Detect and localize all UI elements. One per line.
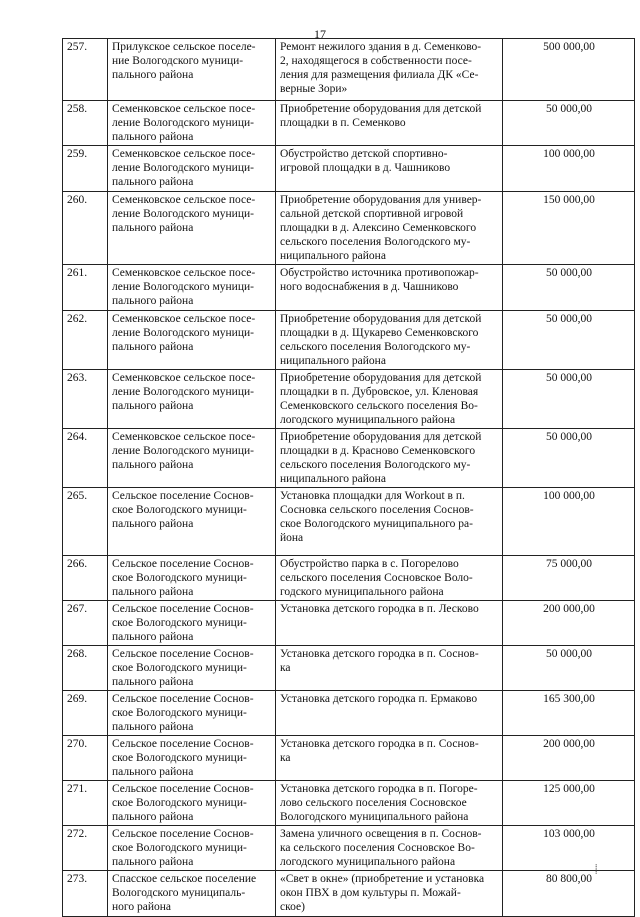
row-number: 271.: [63, 781, 108, 826]
municipality-line: пального района: [112, 459, 194, 471]
table-row: [63, 826, 635, 871]
amount-cell: 50 000,00: [503, 265, 635, 311]
municipality-line: Сельское поселение Соснов-: [112, 490, 254, 502]
amount-cell: 50 000,00: [503, 311, 635, 370]
description-line: игровой площадки в д. Чашниково: [280, 162, 451, 174]
municipality-cell: [108, 146, 276, 192]
municipality-line: ление Вологодского муници-: [112, 281, 254, 293]
municipality-cell: [108, 429, 276, 488]
municipality-line: Сельское поселение Соснов-: [112, 693, 254, 705]
row-number: 258.: [63, 101, 108, 146]
amount-cell: 200 000,00: [503, 736, 635, 781]
row-number: 257.: [63, 39, 108, 101]
table-row: [63, 781, 635, 826]
description-line: сельского поселения Вологодского му-: [280, 459, 471, 471]
description-line: ниципального района: [280, 473, 386, 485]
description-line: ления для размещения филиала ДК «Се-: [280, 69, 479, 81]
description-line: площадки в д. Красново Семенковского: [280, 445, 476, 457]
description-line: Сосновка сельского поселения Соснов-: [280, 504, 474, 516]
description-line: Установка детского городка в п. Лесково: [280, 603, 479, 615]
row-number: 265.: [63, 488, 108, 556]
row-number: 261.: [63, 265, 108, 311]
amount-cell: 165 300,00: [503, 691, 635, 736]
description-line: 2, находящегося в собственности посе-: [280, 55, 472, 67]
amount-cell: 80 800,00: [503, 871, 635, 917]
municipality-cell: [108, 39, 276, 101]
municipality-line: ское Вологодского муници-: [112, 572, 247, 584]
description-line: логодского муниципального района: [280, 856, 456, 868]
description-line: ниципального района: [280, 355, 386, 367]
description-cell: [276, 826, 503, 871]
description-line: ка: [280, 662, 291, 674]
row-number: 262.: [63, 311, 108, 370]
amount-cell: 50 000,00: [503, 646, 635, 691]
municipality-line: пального района: [112, 295, 194, 307]
description-line: Установка площадки для Workout в п.: [280, 490, 465, 502]
amount-cell: 50 000,00: [503, 370, 635, 429]
description-cell: [276, 736, 503, 781]
amount-cell: 100 000,00: [503, 146, 635, 192]
scan-marks: ⸽: [595, 864, 598, 874]
description-line: Приобретение оборудования для детской: [280, 313, 482, 325]
table-row: [63, 101, 635, 146]
row-number: 259.: [63, 146, 108, 192]
amount-cell: 50 000,00: [503, 429, 635, 488]
municipality-cell: [108, 488, 276, 556]
description-cell: [276, 311, 503, 370]
municipality-line: пального района: [112, 518, 194, 530]
description-line: Обустройство источника противопожар-: [280, 267, 479, 279]
description-line: годского муниципального района: [280, 586, 444, 598]
description-cell: [276, 488, 503, 556]
description-line: сельского поселения Вологодского му-: [280, 341, 471, 353]
description-cell: [276, 192, 503, 265]
table-row: [63, 311, 635, 370]
table-row: [63, 429, 635, 488]
municipality-line: ское Вологодского муници-: [112, 752, 247, 764]
description-cell: [276, 646, 503, 691]
municipality-line: пального района: [112, 586, 194, 598]
municipality-cell: [108, 781, 276, 826]
description-line: Установка детского городка п. Ермаково: [280, 693, 478, 705]
municipality-line: ское Вологодского муници-: [112, 842, 247, 854]
description-line: лово сельского поселения Сосновское: [280, 797, 467, 809]
municipality-cell: [108, 871, 276, 917]
municipality-line: ление Вологодского муници-: [112, 327, 254, 339]
table-row: [63, 192, 635, 265]
row-number: 260.: [63, 192, 108, 265]
description-line: площадки в п. Дубровское, ул. Кленовая: [280, 386, 479, 398]
description-cell: [276, 871, 503, 917]
amount-cell: 150 000,00: [503, 192, 635, 265]
description-cell: [276, 265, 503, 311]
description-line: логодского муниципального района: [280, 414, 456, 426]
description-line: Семенковского сельского поселения Во-: [280, 400, 478, 412]
municipality-line: пального района: [112, 176, 194, 188]
description-line: сельского поселения Сосновское Воло-: [280, 572, 473, 584]
municipality-line: Прилукское сельское поселе-: [112, 41, 256, 53]
table-row: [63, 871, 635, 917]
row-number: 264.: [63, 429, 108, 488]
amount-cell: 50 000,00: [503, 101, 635, 146]
municipality-cell: [108, 370, 276, 429]
description-line: Ремонт нежилого здания в д. Семенково-: [280, 41, 482, 53]
description-cell: [276, 691, 503, 736]
municipality-line: пального района: [112, 766, 194, 778]
amount-cell: 200 000,00: [503, 601, 635, 646]
description-line: Установка детского городка в п. Соснов-: [280, 738, 479, 750]
municipality-line: Семенковское сельское посе-: [112, 103, 256, 115]
municipality-line: ское Вологодского муници-: [112, 662, 247, 674]
description-cell: [276, 429, 503, 488]
description-line: площадки в д. Алексино Семенковского: [280, 222, 477, 234]
municipality-line: Сельское поселение Соснов-: [112, 558, 254, 570]
description-line: верные Зори»: [280, 83, 348, 95]
municipality-line: Сельское поселение Соснов-: [112, 738, 254, 750]
table-row: [63, 601, 635, 646]
municipality-cell: [108, 101, 276, 146]
description-line: площадки в п. Семенково: [280, 117, 406, 129]
municipality-line: пального района: [112, 400, 194, 412]
description-line: Приобретение оборудования для детской: [280, 103, 482, 115]
municipality-cell: [108, 736, 276, 781]
municipality-line: ление Вологодского муници-: [112, 117, 254, 129]
description-cell: [276, 101, 503, 146]
description-line: Приобретение оборудования для детской: [280, 372, 482, 384]
municipality-line: ление Вологодского муници-: [112, 208, 254, 220]
description-cell: [276, 146, 503, 192]
municipality-line: ское Вологодского муници-: [112, 797, 247, 809]
table-row: [63, 265, 635, 311]
municipality-line: Семенковское сельское посе-: [112, 431, 256, 443]
table-row: [63, 488, 635, 556]
description-line: Приобретение оборудования для детской: [280, 431, 482, 443]
municipality-cell: [108, 691, 276, 736]
municipality-line: пального района: [112, 721, 194, 733]
municipality-cell: [108, 556, 276, 601]
description-cell: [276, 601, 503, 646]
description-line: «Свет в окне» (приобретение и установка: [280, 873, 485, 885]
municipality-line: Семенковское сельское посе-: [112, 148, 256, 160]
description-cell: [276, 370, 503, 429]
amount-cell: 125 000,00: [503, 781, 635, 826]
table-row: [63, 736, 635, 781]
row-number: 268.: [63, 646, 108, 691]
description-cell: [276, 781, 503, 826]
municipality-line: Семенковское сельское посе-: [112, 267, 256, 279]
table-row: [63, 370, 635, 429]
description-line: йона: [280, 532, 304, 544]
amount-cell: 500 000,00: [503, 39, 635, 101]
municipality-line: пального района: [112, 131, 194, 143]
row-number: 272.: [63, 826, 108, 871]
description-line: Установка детского городка в п. Погоре-: [280, 783, 478, 795]
description-line: сальной детской спортивной игровой: [280, 208, 464, 220]
description-line: Установка детского городка в п. Соснов-: [280, 648, 479, 660]
description-cell: [276, 556, 503, 601]
municipality-line: Семенковское сельское посе-: [112, 372, 256, 384]
municipality-line: пального района: [112, 69, 194, 81]
funding-table: [62, 38, 635, 917]
municipality-cell: [108, 192, 276, 265]
description-line: ское): [280, 901, 305, 913]
municipality-line: ние Вологодского муници-: [112, 55, 244, 67]
municipality-line: ское Вологодского муници-: [112, 707, 247, 719]
description-line: сельского поселения Вологодского му-: [280, 236, 471, 248]
description-line: ское Вологодского муниципального ра-: [280, 518, 473, 530]
municipality-cell: [108, 646, 276, 691]
description-line: площадки в д. Щукарево Семенковского: [280, 327, 479, 339]
description-cell: [276, 39, 503, 101]
municipality-line: Сельское поселение Соснов-: [112, 828, 254, 840]
municipality-cell: [108, 826, 276, 871]
municipality-line: пального района: [112, 856, 194, 868]
description-line: Вологодского муниципального района: [280, 811, 469, 823]
table-row: [63, 691, 635, 736]
municipality-line: Сельское поселение Соснов-: [112, 603, 254, 615]
municipality-line: Сельское поселение Соснов-: [112, 783, 254, 795]
municipality-line: Сельское поселение Соснов-: [112, 648, 254, 660]
municipality-line: Вологодского муниципаль-: [112, 887, 246, 899]
description-line: Обустройство детской спортивно-: [280, 148, 448, 160]
municipality-cell: [108, 311, 276, 370]
table-row: [63, 646, 635, 691]
row-number: 267.: [63, 601, 108, 646]
municipality-line: ление Вологодского муници-: [112, 162, 254, 174]
description-line: ного водоснабжения в д. Чашниково: [280, 281, 459, 293]
description-line: Замена уличного освещения в п. Соснов-: [280, 828, 482, 840]
description-line: ка: [280, 752, 291, 764]
municipality-line: пального района: [112, 676, 194, 688]
amount-cell: 75 000,00: [503, 556, 635, 601]
description-line: окон ПВХ в дом культуры п. Можай-: [280, 887, 461, 899]
municipality-line: Спасское сельское поселение: [112, 873, 257, 885]
description-line: ка сельского поселения Сосновское Во-: [280, 842, 475, 854]
municipality-line: пального района: [112, 631, 194, 643]
municipality-line: ское Вологодского муници-: [112, 617, 247, 629]
description-line: ниципального района: [280, 250, 386, 262]
row-number: 270.: [63, 736, 108, 781]
municipality-line: ское Вологодского муници-: [112, 504, 247, 516]
municipality-cell: [108, 601, 276, 646]
municipality-line: пального района: [112, 811, 194, 823]
table-row: [63, 39, 635, 101]
municipality-line: ление Вологодского муници-: [112, 445, 254, 457]
description-line: Приобретение оборудования для универ-: [280, 194, 482, 206]
table-row: [63, 556, 635, 601]
municipality-line: пального района: [112, 341, 194, 353]
page-number: 17: [314, 27, 326, 41]
municipality-line: ление Вологодского муници-: [112, 386, 254, 398]
municipality-line: Семенковское сельское посе-: [112, 313, 256, 325]
municipality-line: пального района: [112, 222, 194, 234]
row-number: 266.: [63, 556, 108, 601]
row-number: 269.: [63, 691, 108, 736]
amount-cell: 100 000,00: [503, 488, 635, 556]
municipality-cell: [108, 265, 276, 311]
row-number: 263.: [63, 370, 108, 429]
table-row: [63, 146, 635, 192]
municipality-line: ного района: [112, 901, 171, 913]
amount-cell: 103 000,00: [503, 826, 635, 871]
municipality-line: Семенковское сельское посе-: [112, 194, 256, 206]
description-line: Обустройство парка в с. Погорелово: [280, 558, 459, 570]
row-number: 273.: [63, 871, 108, 917]
